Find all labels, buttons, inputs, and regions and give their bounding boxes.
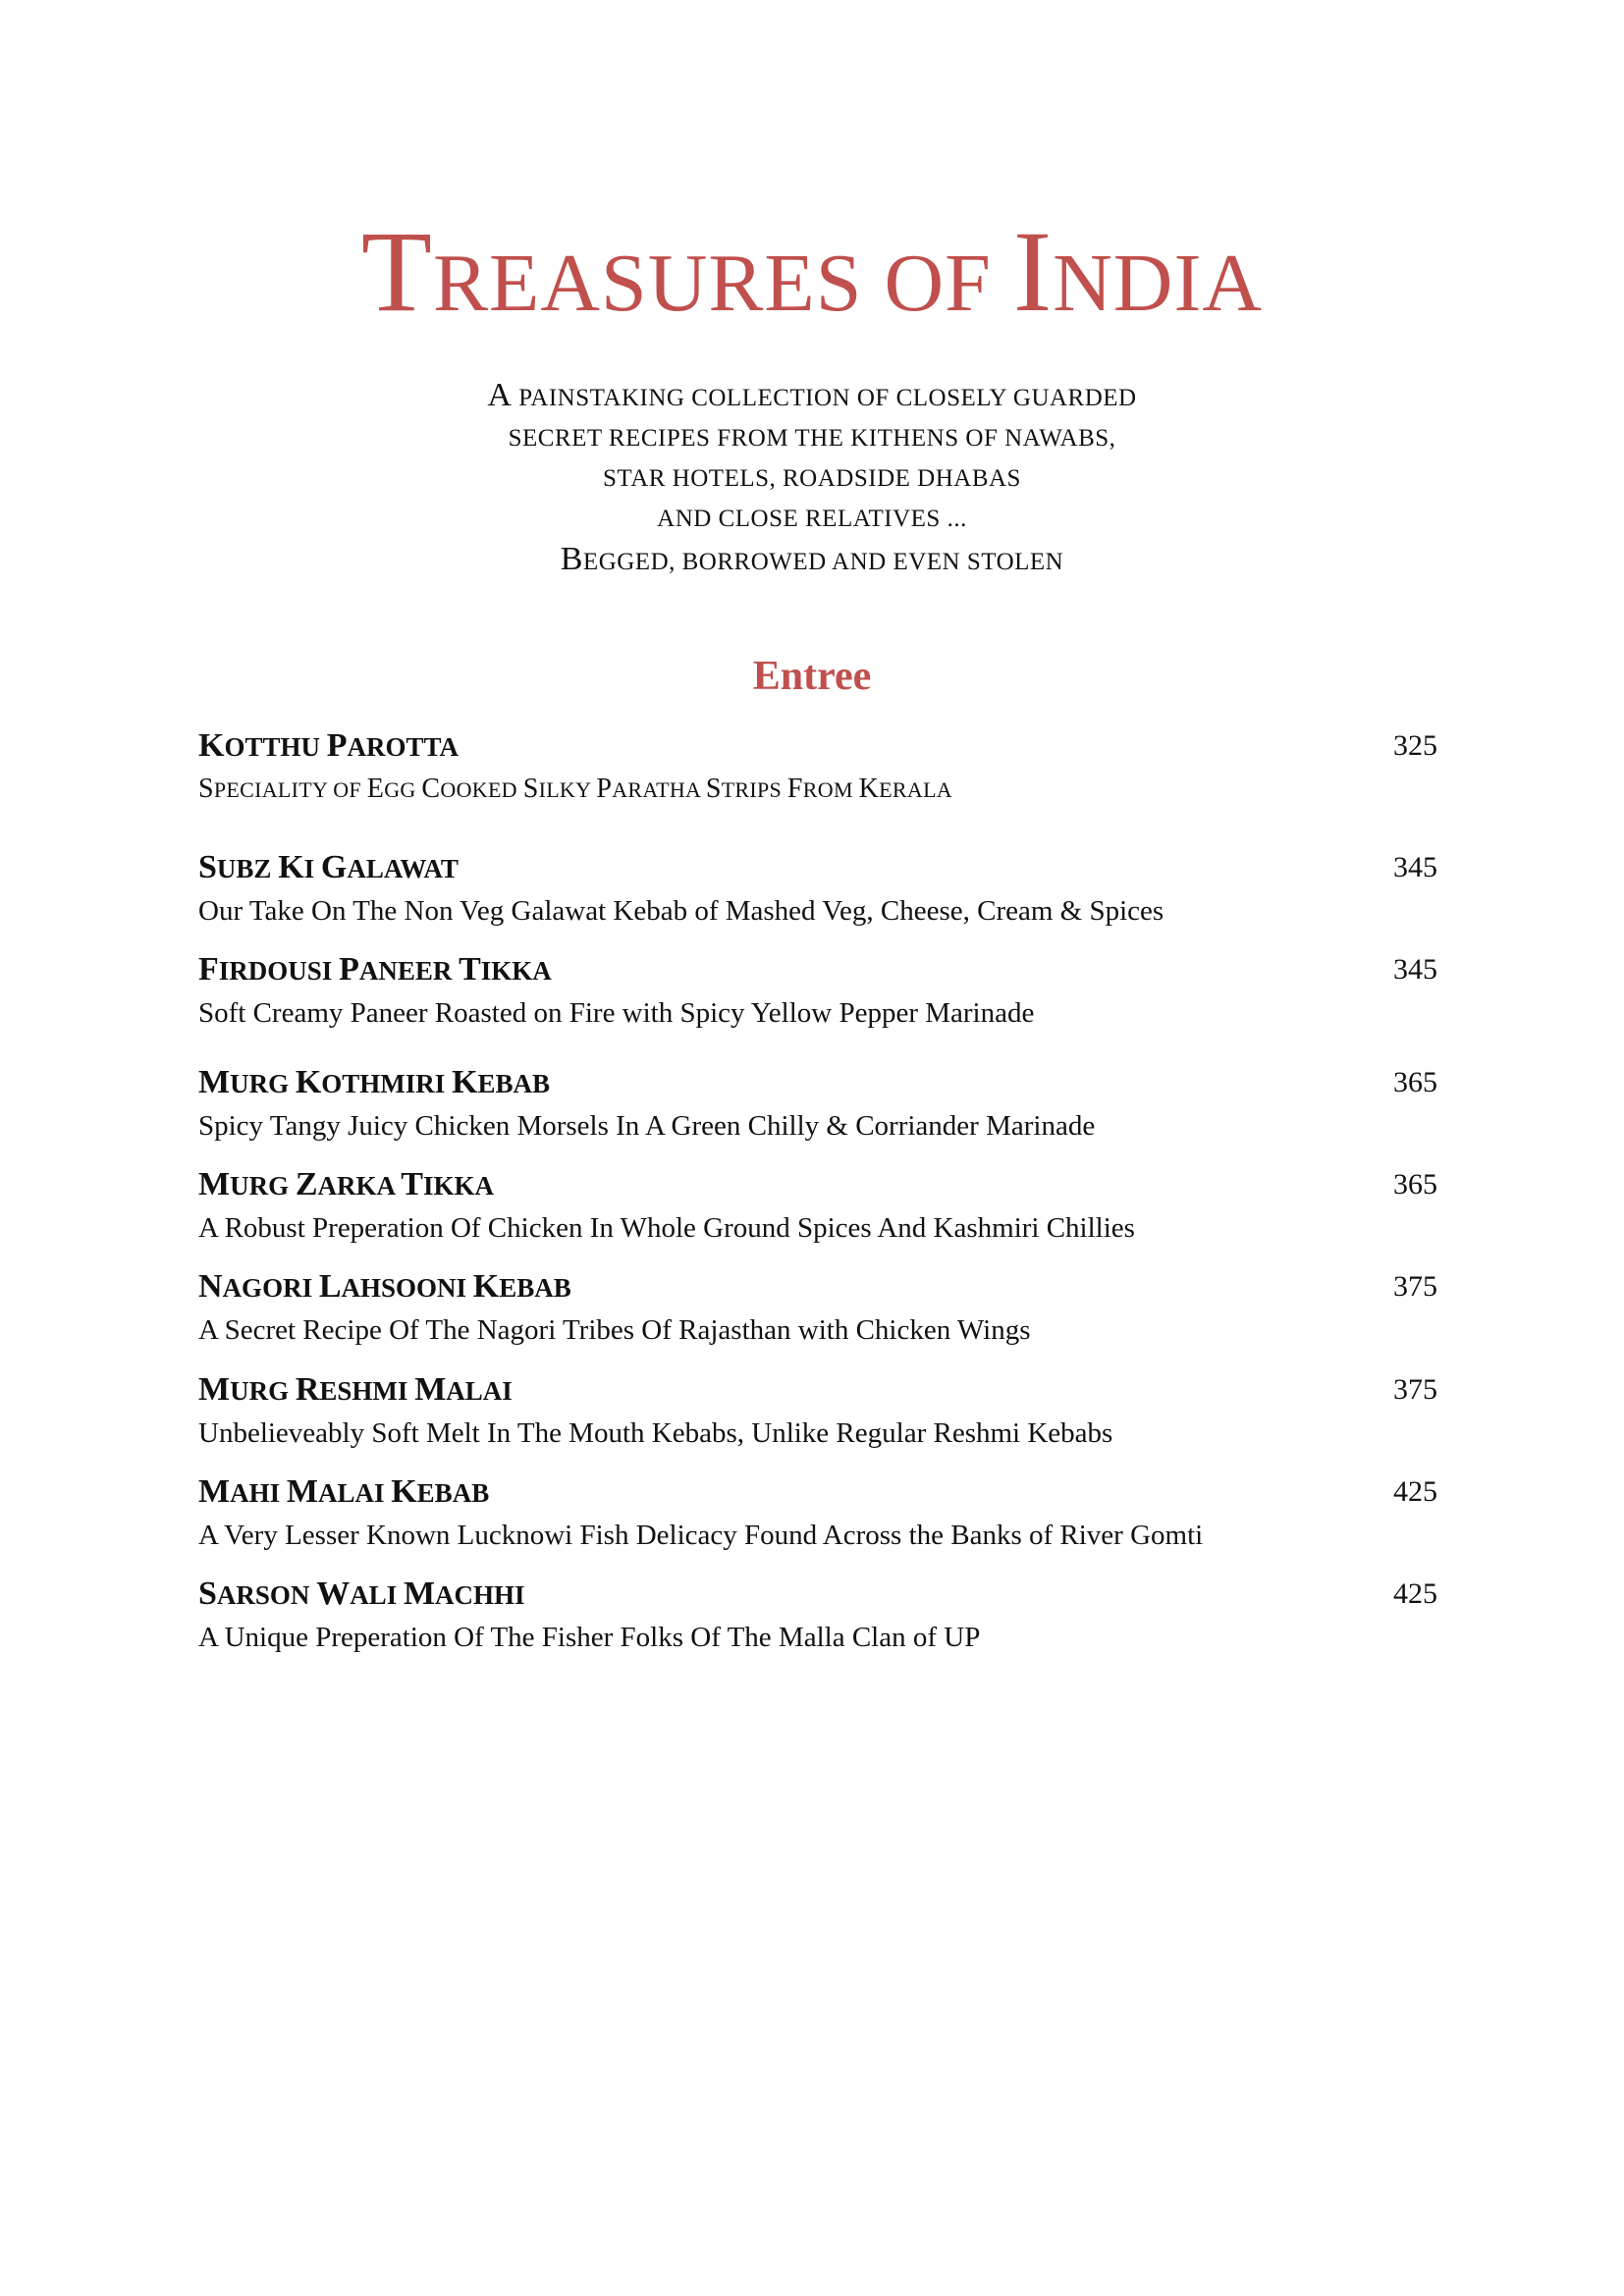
item-description: SPECIALITY OF EGG COOKED SILKY PARATHA STRIPS FROM KERALA xyxy=(198,774,952,804)
item-description: Our Take On The Non Veg Galawat Kebab of Mashed Veg, Cheese, Cream & Spices xyxy=(198,895,1164,927)
item-name: SUBZ KI GALAWAT xyxy=(198,849,459,885)
menu-item xyxy=(198,1065,1437,1144)
item-price: 375 xyxy=(1393,1373,1437,1406)
item-description: Spicy Tangy Juicy Chicken Morsels In A Green Chilly & Corriander Marinade xyxy=(198,1110,1096,1142)
item-price: 345 xyxy=(1393,851,1437,883)
menu-item xyxy=(198,1474,1437,1553)
item-name: MURG RESHMI MALAI xyxy=(198,1371,513,1408)
section-heading-entree: Entree xyxy=(752,654,872,699)
item-name: SARSON WALI MACHHI xyxy=(198,1575,525,1612)
menu-item xyxy=(198,728,1437,808)
item-name: MURG KOTHMIRI KEBAB xyxy=(198,1064,551,1100)
item-name: NAGORI LAHSOONI KEBAB xyxy=(198,1268,571,1305)
item-name: MURG ZARKA TIKKA xyxy=(198,1166,494,1202)
menu-item xyxy=(198,1372,1437,1451)
item-description: A Very Lesser Known Lucknowi Fish Delicacy Found Across the Banks of River Gomti xyxy=(198,1520,1204,1551)
item-description: A Secret Recipe Of The Nagori Tribes Of Rajasthan with Chicken Wings xyxy=(198,1314,1031,1346)
menu-subtitle xyxy=(0,375,1624,582)
item-description: A Robust Preperation Of Chicken In Whole Ground Spices And Kashmiri Chillies xyxy=(198,1212,1135,1244)
item-price: 365 xyxy=(1393,1168,1437,1201)
menu-item xyxy=(198,1269,1437,1348)
menu-title-text: TREASURES OF INDIA xyxy=(360,207,1264,336)
menu-item xyxy=(198,850,1437,929)
subtitle-line: BEGGED, BORROWED AND EVEN STOLEN xyxy=(560,541,1064,577)
item-price: 425 xyxy=(1393,1577,1437,1610)
item-description: Unbelieveably Soft Melt In The Mouth Kebabs, Unlike Regular Reshmi Kebabs xyxy=(198,1417,1113,1449)
menu-item xyxy=(198,1167,1437,1246)
subtitle-line: AND CLOSE RELATIVES ... xyxy=(657,506,967,532)
item-price: 425 xyxy=(1393,1475,1437,1508)
item-price: 345 xyxy=(1393,953,1437,986)
item-price: 375 xyxy=(1393,1270,1437,1303)
subtitle-line: STAR HOTELS, ROADSIDE DHABAS xyxy=(603,465,1021,492)
item-price: 325 xyxy=(1393,729,1437,762)
item-price: 365 xyxy=(1393,1066,1437,1098)
subtitle-line: A PAINSTAKING COLLECTION OF CLOSELY GUARDED xyxy=(487,377,1137,413)
item-name: MAHI MALAI KEBAB xyxy=(198,1473,490,1510)
menu-item xyxy=(198,1576,1437,1655)
menu-item xyxy=(198,952,1437,1031)
menu-title xyxy=(0,207,1624,336)
subtitle-line: SECRET RECIPES FROM THE KITHENS OF NAWABS, xyxy=(508,425,1116,452)
item-name: FIRDOUSI PANEER TIKKA xyxy=(198,951,552,988)
item-description: Soft Creamy Paneer Roasted on Fire with Spicy Yellow Pepper Marinade xyxy=(198,997,1035,1029)
item-description: A Unique Preperation Of The Fisher Folks Of The Malla Clan of UP xyxy=(198,1622,981,1653)
item-name: KOTTHU PAROTTA xyxy=(198,727,460,764)
